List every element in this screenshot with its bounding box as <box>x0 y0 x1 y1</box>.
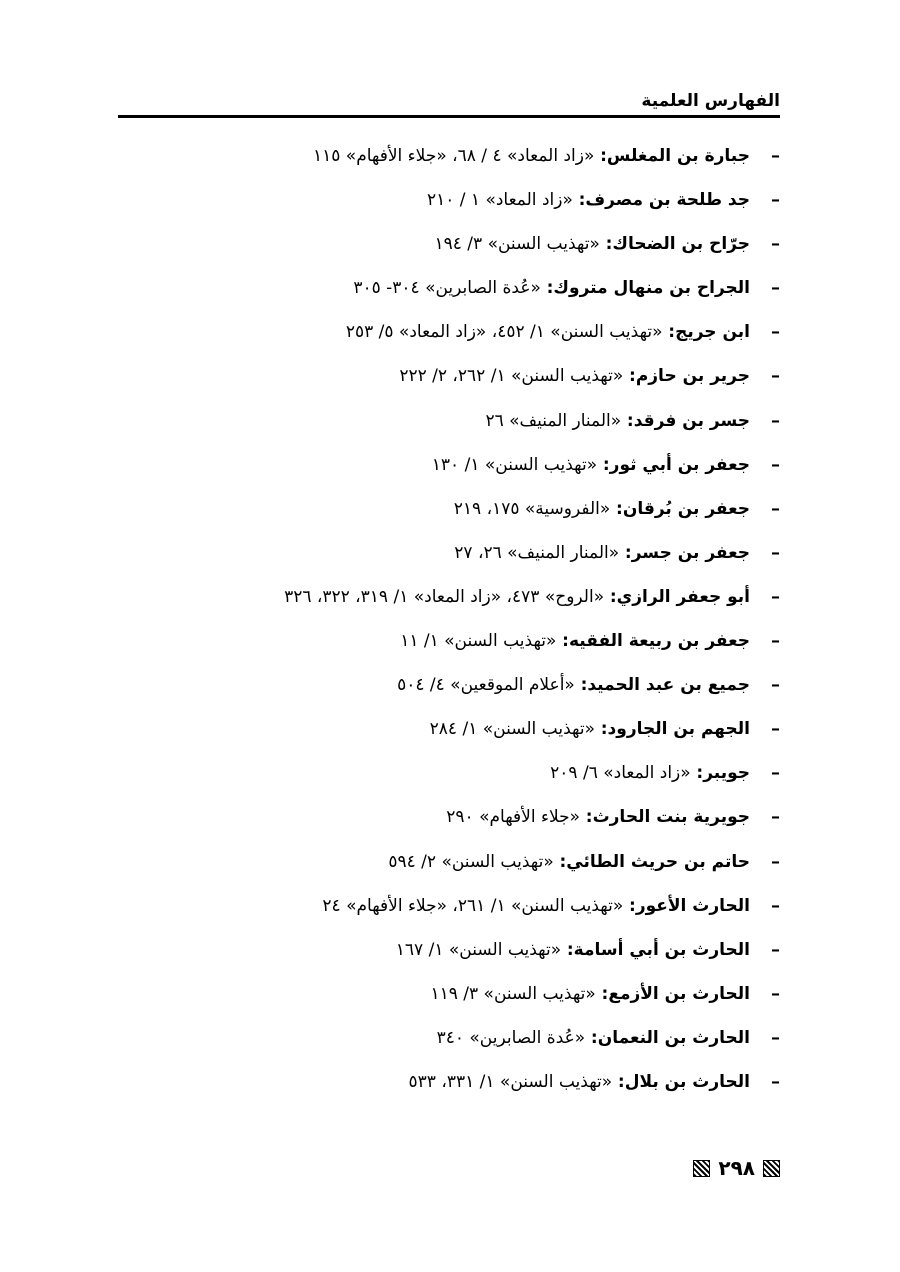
entry-references: «تهذيب السنن» ١/ ٢٦٢، ٢/ ٢٢٢ <box>399 366 624 387</box>
page-footer <box>693 1156 780 1180</box>
entry-dash: – <box>771 497 780 519</box>
index-entry <box>120 619 780 663</box>
entry-name: جعفر بن جسر: <box>624 542 750 563</box>
entry-name: الحارث بن النعمان: <box>590 1027 750 1048</box>
index-entry <box>120 399 780 443</box>
entry-dash: – <box>771 409 780 431</box>
entry-references: «تهذيب السنن» ١/ ٣٣١، ٥٣٣ <box>408 1071 613 1092</box>
index-entry <box>120 795 780 839</box>
entry-name: جرير بن حازم: <box>629 366 750 387</box>
entry-dash: – <box>771 277 780 299</box>
entry-references: «عُدة الصابرين» ٣٤٠ <box>436 1027 586 1048</box>
entry-dash: – <box>771 982 780 1004</box>
entry-name: جد طلحة بن مصرف: <box>578 190 750 211</box>
index-entries-list <box>120 134 780 1104</box>
entry-name: جويرية بنت الحارث: <box>585 807 750 828</box>
index-entry <box>120 178 780 222</box>
entry-dash: – <box>771 453 780 475</box>
index-entry <box>120 310 780 354</box>
index-entry <box>120 354 780 398</box>
entry-dash: – <box>771 894 780 916</box>
entry-references: «الروح» ٤٧٣، «زاد المعاد» ١/ ٣١٩، ٣٢٢، ٣٢٦ <box>284 586 605 607</box>
entry-name: جميع بن عبد الحميد: <box>580 675 750 696</box>
ornament-icon <box>693 1160 710 1177</box>
ornament-icon <box>763 1160 780 1177</box>
index-entry <box>120 266 780 310</box>
entry-name: الحارث بن أبي أسامة: <box>566 939 750 960</box>
entry-dash: – <box>771 585 780 607</box>
index-entry <box>120 707 780 751</box>
index-entry <box>120 1016 780 1060</box>
header-rule <box>118 115 780 118</box>
entry-dash: – <box>771 674 780 696</box>
entry-dash: – <box>771 541 780 563</box>
entry-dash: – <box>771 762 780 784</box>
entry-references: «عُدة الصابرين» ٣٠٤- ٣٠٥ <box>353 278 541 299</box>
entry-dash: – <box>771 145 780 166</box>
entry-references: «تهذيب السنن» ١/ ١٣٠ <box>431 454 598 475</box>
index-entry <box>120 575 780 619</box>
entry-references: «المنار المنيف» ٢٦ <box>485 410 622 431</box>
index-entry <box>120 972 780 1016</box>
entry-name: حاتم بن حريث الطائي: <box>559 851 750 872</box>
entry-dash: – <box>771 365 780 387</box>
entry-name: الجهم بن الجارود: <box>600 719 750 740</box>
entry-references: «تهذيب السنن» ٣/ ١١٩ <box>430 983 596 1004</box>
index-entry <box>120 840 780 884</box>
entry-name: ابن جريج: <box>668 322 750 343</box>
entry-references: «الفروسية» ١٧٥، ٢١٩ <box>453 498 611 519</box>
entry-references: «تهذيب السنن» ١/ ١٦٧ <box>395 939 562 960</box>
entry-references: «زاد المعاد» ٦/ ٢٠٩ <box>550 763 691 784</box>
entry-references: «تهذيب السنن» ٣/ ١٩٤ <box>434 234 600 255</box>
index-entry <box>120 663 780 707</box>
entry-name: أبو جعفر الرازي: <box>609 586 750 607</box>
index-entry <box>120 134 780 178</box>
index-entry <box>120 884 780 928</box>
index-entry <box>120 751 780 795</box>
header-title: الفهارس العلمية <box>641 91 780 111</box>
index-entry <box>120 487 780 531</box>
entry-name: جعفر بن أبي ثور: <box>602 454 750 475</box>
entry-name: جبارة بن المغلس: <box>600 146 750 166</box>
entry-dash: – <box>771 850 780 872</box>
entry-dash: – <box>771 806 780 828</box>
index-entry <box>120 928 780 972</box>
entry-references: «تهذيب السنن» ١/ ٤٥٢، «زاد المعاد» ٥/ ٢٥٣ <box>345 322 663 343</box>
entry-references: «جلاء الأفهام» ٢٩٠ <box>446 807 581 828</box>
entry-dash: – <box>771 1070 780 1092</box>
page-number: ٢٩٨ <box>718 1156 755 1180</box>
entry-name: الحارث الأعور: <box>629 895 750 916</box>
index-entry <box>120 222 780 266</box>
entry-name: جسر بن فرقد: <box>626 410 750 431</box>
entry-dash: – <box>771 938 780 960</box>
entry-dash: – <box>771 321 780 343</box>
entry-references: «تهذيب السنن» ١/ ٢٨٤ <box>429 719 595 740</box>
entry-dash: – <box>771 189 780 211</box>
entry-references: «أعلام الموقعين» ٤/ ٥٠٤ <box>397 675 575 696</box>
entry-dash: – <box>771 233 780 255</box>
entry-references: «تهذيب السنن» ١/ ١١ <box>400 631 557 652</box>
entry-name: الحارث بن الأزمع: <box>601 983 750 1004</box>
entry-name: جعفر بن ربيعة الفقيه: <box>562 631 750 652</box>
entry-dash: – <box>771 1026 780 1048</box>
entry-dash: – <box>771 630 780 652</box>
entry-references: «زاد المعاد» ٤ / ٦٨، «جلاء الأفهام» ١١٥ <box>312 146 595 166</box>
running-header <box>118 88 780 118</box>
entry-name: الجراح بن منهال متروك: <box>546 278 750 299</box>
entry-name: الحارث بن بلال: <box>617 1071 750 1092</box>
entry-name: جرّاح بن الضحاك: <box>605 234 750 255</box>
entry-references: «تهذيب السنن» ٢/ ٥٩٤ <box>388 851 554 872</box>
entry-references: «المنار المنيف» ٢٦، ٢٧ <box>454 542 620 563</box>
entry-references: «زاد المعاد» ١ / ٢١٠ <box>426 190 573 211</box>
index-entry <box>120 1060 780 1104</box>
index-entry <box>120 531 780 575</box>
index-entry <box>120 443 780 487</box>
entry-dash: – <box>771 718 780 740</box>
entry-name: جعفر بن بُرقان: <box>616 498 750 519</box>
entry-references: «تهذيب السنن» ١/ ٢٦١، «جلاء الأفهام» ٢٤ <box>322 895 624 916</box>
entry-name: جويبر: <box>696 763 750 784</box>
